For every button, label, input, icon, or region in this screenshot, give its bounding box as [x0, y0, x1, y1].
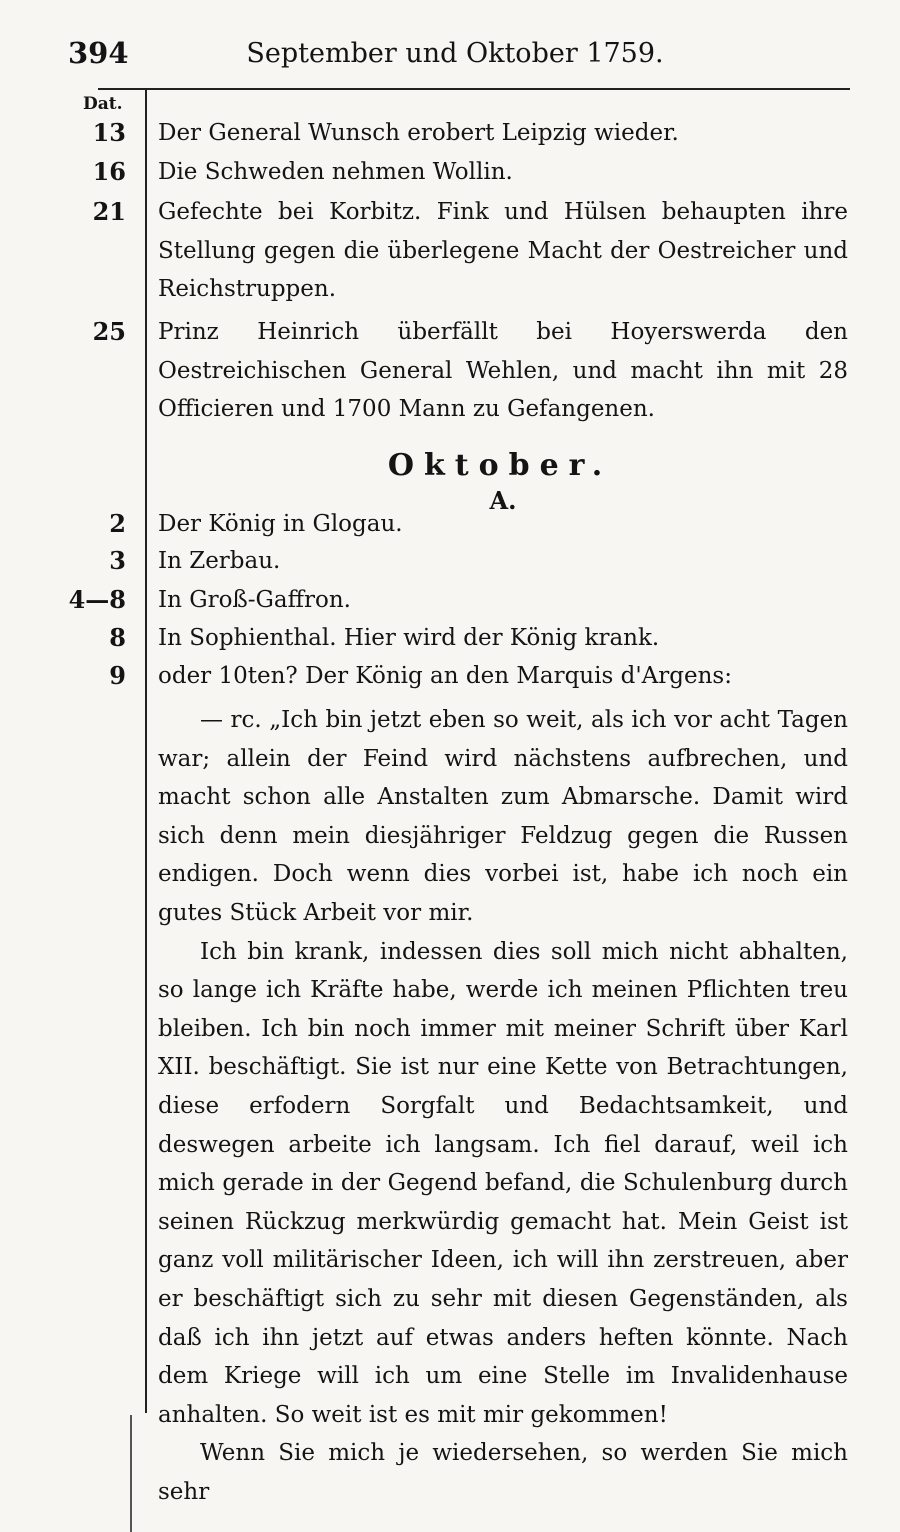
entry-date: 21 [92, 197, 126, 226]
date-column-rule-lower [130, 1415, 132, 1532]
section-title: Oktober. [387, 448, 613, 483]
page-number: 394 [68, 36, 129, 70]
entry-date: 25 [92, 317, 126, 346]
entry-date: 4—8 [68, 585, 126, 614]
entry-text: Der König in Glogau. [158, 511, 403, 537]
section-subtitle: A. [489, 486, 517, 515]
entry-date: 3 [109, 546, 126, 575]
entry-text: Gefechte bei Korbitz. Fink und Hülsen behaupten ihre Stellung gegen die überlegene Macht der Oestreicher und Reichstruppen. [158, 199, 848, 302]
header-rule [98, 88, 850, 90]
entry-text: In Sophienthal. Hier wird der König krank. [158, 625, 660, 651]
page-header [60, 36, 850, 76]
entry-date: 9 [109, 661, 126, 690]
entry-date: 8 [109, 623, 126, 652]
letter-paragraph: Wenn Sie mich je wiedersehen, so werden Sie mich sehr [158, 1440, 848, 1505]
date-column-label: Dat. [83, 94, 123, 114]
running-head: September und Oktober 1759. [246, 38, 664, 69]
entry-text: In Zerbau. [158, 548, 281, 574]
letter-paragraph: Ich bin krank, indessen dies soll mich nicht abhalten, so lange ich Kräfte habe, werde ich meinen Pflichten treu bleiben. Ich bin noch immer mit meiner Schrift über Karl XII. beschäftigt. Sie ist nur eine Kette von Betrachtungen, diese erfodern Sorgfalt und Bedachtsamkeit, und deswegen arbeite ich langsam. Ich fiel darauf, weil ich mich gerade in der Gegend befand, die Schulenburg durch seinen Rückzug merkwürdig gemacht hat. Mein Geist ist ganz voll militärischer Ideen, ich will ihn zerstreuen, aber er beschäftigt sich zu sehr mit diesen Gegenständen, als daß ich ihn jetzt auf etwas anders heften könnte. Nach dem Kriege will ich um eine Stelle im Invalidenhause anhalten. So weit ist es mit mir gekommen! [158, 938, 848, 1428]
entry-text: In Groß-Gaffron. [158, 587, 351, 613]
entry-date: 13 [92, 118, 126, 147]
date-column-rule [145, 88, 147, 1413]
entry-text: Prinz Heinrich überfällt bei Hoyerswerda den Oestreichischen General Wehlen, und macht ihn mit 28 Officieren und 1700 Mann zu Gefangenen. [158, 319, 848, 422]
entry-date: 16 [92, 157, 126, 186]
letter-paragraph: — rc. „Ich bin jetzt eben so weit, als ich vor acht Tagen war; allein der Feind wird nächstens aufbrechen, und macht schon alle Anstalten zum Abmarsche. Damit wird sich denn mein diesjähriger Feldzug gegen die Russen endigen. Doch wenn dies vorbei ist, habe ich noch ein gutes Stück Arbeit vor mir. [158, 707, 848, 926]
entry-text: Der General Wunsch erobert Leipzig wieder. [158, 120, 679, 146]
letter-body [158, 701, 848, 1511]
entry-date: 2 [109, 509, 126, 538]
entry-text: Die Schweden nehmen Wollin. [158, 159, 513, 185]
entry-text: oder 10ten? Der König an den Marquis d'Argens: [158, 663, 732, 689]
